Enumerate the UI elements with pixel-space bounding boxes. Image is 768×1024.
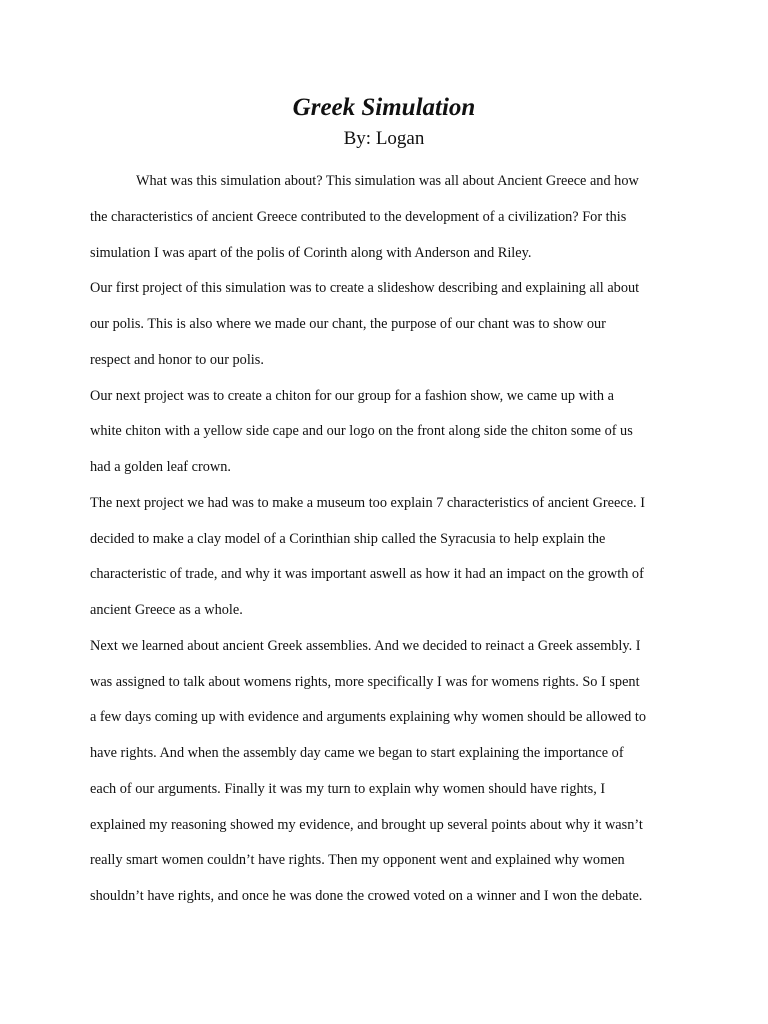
document-author: By: Logan (343, 128, 425, 149)
text-line: decided to make a clay model of a Corinthian ship called the Syracusia to help explain the (90, 530, 606, 547)
text-line: our polis. This is also where we made our chant, the purpose of our chant was to show our (90, 316, 606, 332)
text-line: shouldn’t have rights, and once he was done the crowed voted on a winner and I won the debate. (90, 888, 643, 904)
text-line: explained my reasoning showed my evidence, and brought up several points about why it wasn’t (90, 816, 643, 833)
text-line: What was this simulation about? This simulation was all about Ancient Greece and how (136, 173, 639, 189)
text-line: have rights. And when the assembly day came we began to start explaining the importance of (90, 745, 624, 761)
text-line: Our first project of this simulation was to create a slideshow describing and explaining all about (90, 280, 640, 297)
text-line: respect and honor to our polis. (90, 351, 264, 368)
text-line: white chiton with a yellow side cape and our logo on the front along side the chiton some of us (90, 423, 633, 440)
text-line: had a golden leaf crown. (90, 459, 231, 475)
text-line: a few days coming up with evidence and arguments explaining why women should be allowed to (90, 709, 646, 726)
text-line: simulation I was apart of the polis of Corinth along with Anderson and Riley. (90, 244, 532, 261)
text-line: was assigned to talk about womens rights, more specifically I was for womens rights. So I spent (90, 673, 640, 690)
text-line: The next project we had was to make a museum too explain 7 characteristics of ancient Greece. I (90, 494, 645, 511)
text-line: Our next project was to create a chiton for our group for a fashion show, we came up with a (90, 387, 614, 404)
text-line: ancient Greece as a whole. (90, 602, 243, 618)
text-line: Next we learned about ancient Greek assemblies. And we decided to reinact a Greek assembly. I (90, 637, 641, 654)
document-body (90, 164, 680, 915)
text-line: really smart women couldn’t have rights. Then my opponent went and explained why women (90, 852, 625, 869)
text-line: each of our arguments. Finally it was my turn to explain why women should have rights, I (90, 780, 606, 797)
text-line: characteristic of trade, and why it was important aswell as how it had an impact on the growth of (90, 566, 644, 583)
text-line: the characteristics of ancient Greece contributed to the development of a civilization? For this (90, 208, 627, 225)
document-title: Greek Simulation (292, 94, 476, 121)
